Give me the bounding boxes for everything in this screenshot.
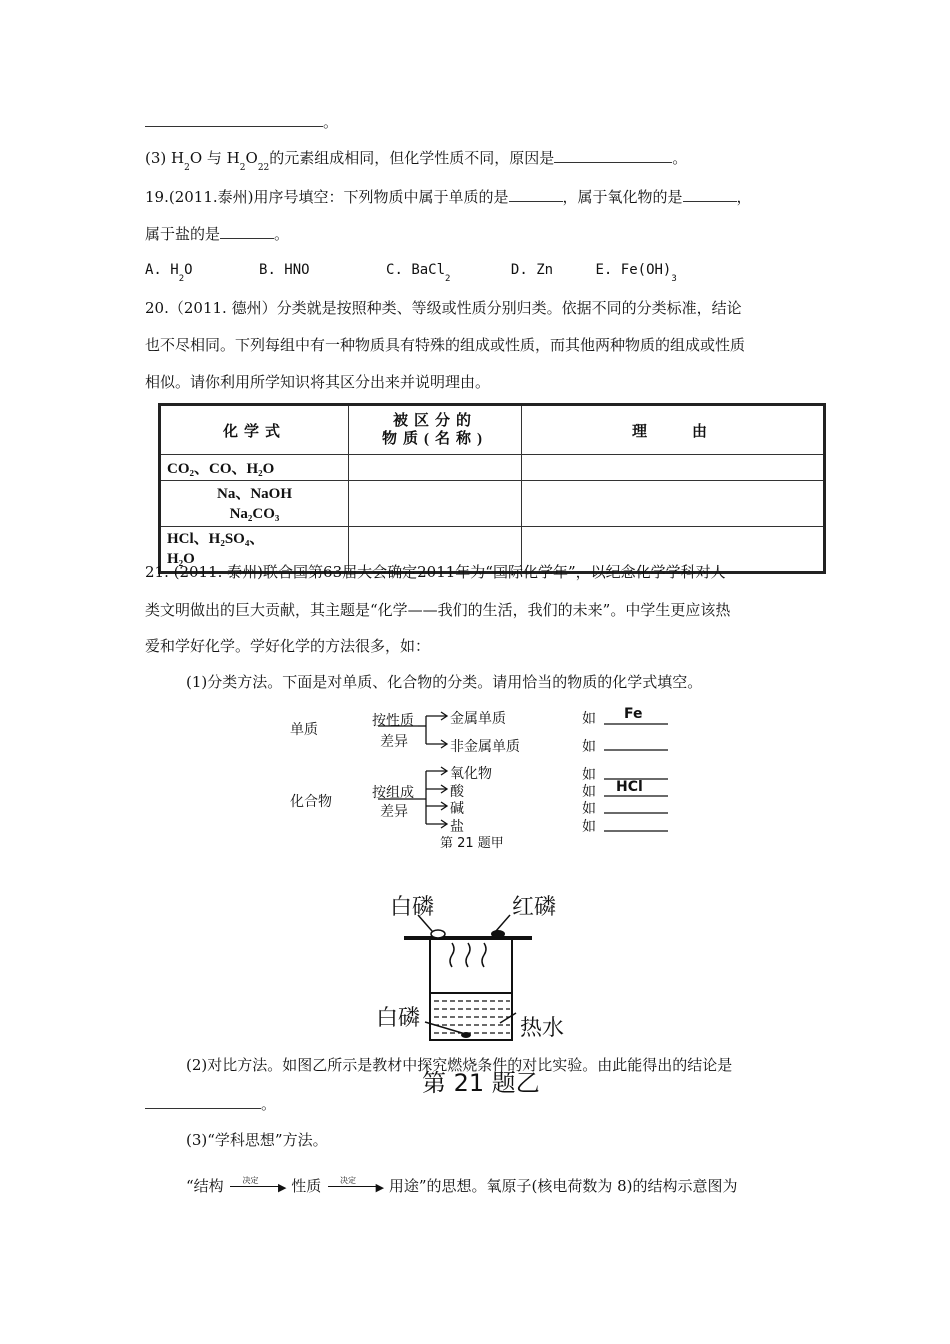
- blank[interactable]: [509, 187, 563, 202]
- question-20-line1: 20.（2011. 德州）分类就是按照种类、等级或性质分别归类。依据不同的分类标准，结论: [145, 299, 742, 317]
- label-base: 碱: [450, 801, 464, 817]
- option-d: D. Zn: [510, 262, 554, 278]
- figure-caption: 第 21 题甲: [440, 836, 504, 851]
- arrow-decides: 决定 ▶: [326, 1177, 384, 1197]
- question-18-3: (3) $H_2O$ 与 $H_2O_{22}$的元素组成相同，但化学性质不同，原因是 。: [145, 149, 688, 173]
- label-difference: 差异: [380, 734, 408, 750]
- blank[interactable]: [145, 112, 323, 127]
- label-salt: 盐: [450, 819, 464, 835]
- question-19: 19.(2011.泰州)用序号填空：下列物质中属于单质的是 ，属于氧化物的是 ，: [145, 188, 752, 206]
- label-difference: 差异: [380, 804, 408, 820]
- label-oxide: 氧化物: [450, 766, 492, 782]
- answer-hcl: HCl: [616, 779, 643, 795]
- label-nonmetal: 非金属单质: [450, 739, 520, 755]
- label-ru: 如: [582, 739, 596, 755]
- question-21-part3: (3)“学科思想”方法。: [186, 1131, 328, 1149]
- table-cell: Na、NaOH Na₂CO₃: [160, 481, 349, 527]
- question-21-line1: 21. (2011. 泰州)联合国第63届大会确定2011年为“国际化学年”，以纪念化学学科对人: [145, 563, 726, 581]
- label-ru: 如: [582, 801, 596, 817]
- table-header: 被区分的 物质(名称): [349, 405, 522, 455]
- label-metal: 金属单质: [450, 711, 506, 727]
- table-cell[interactable]: [522, 481, 825, 527]
- label-white-phosphorus: 白磷: [390, 895, 435, 920]
- question-21-part4: “结构 决定 ▶ 性质 决定 ▶ 用途”的思想。氧原子(核电荷数为 8)的结构示意图为: [186, 1176, 738, 1195]
- label-element: 单质: [290, 722, 318, 738]
- option-b: B. HNO: [259, 262, 310, 278]
- label-compound: 化合物: [290, 794, 332, 810]
- classification-diagram: [290, 700, 690, 850]
- table-header: 理 由: [522, 405, 825, 455]
- label-ru: 如: [582, 711, 596, 727]
- question-20-line2: 也不尽相同。下列每组中有一种物质具有特殊的组成或性质，而其他两种物质的组成或性质: [145, 336, 746, 354]
- question-19-line2: 属于盐的是 。: [145, 225, 290, 243]
- label-ru: 如: [582, 767, 596, 783]
- question-21-part1: (1)分类方法。下面是对单质、化合物的分类。请用恰当的物质的化学式填空。: [186, 673, 703, 691]
- table-cell: HCl、H₂SO₄、 H₂O: [160, 527, 349, 573]
- option-c: C. BaCl$_2$: [386, 262, 451, 284]
- label-by-composition: 按组成: [372, 785, 414, 801]
- table-header: 化学式: [160, 405, 349, 455]
- question-20-line3: 相似。请你利用所学知识将其区分出来并说明理由。: [145, 373, 491, 391]
- question-19-options: [145, 260, 677, 282]
- label-red-phosphorus: 红磷: [512, 895, 557, 920]
- table-row: [160, 455, 825, 481]
- table-cell: CO₂、CO、H₂O: [160, 455, 349, 481]
- arrow-decides: 决定 ▶: [228, 1177, 286, 1197]
- label-hot-water: 热水: [520, 1016, 565, 1041]
- answer-line: 。: [145, 1094, 276, 1114]
- blank[interactable]: [145, 1094, 261, 1109]
- table-header-row: [160, 405, 825, 455]
- figure-caption: 第 21 题乙: [422, 1069, 540, 1097]
- question-21-part2: (2)对比方法。如图乙所示是教材中探究燃烧条件的对比实验。由此能得出的结论是: [186, 1056, 733, 1074]
- answer-line: 。: [145, 112, 338, 132]
- question-21-line3: 爱和学好化学。学好化学的方法很多，如：: [145, 637, 431, 655]
- blank[interactable]: [683, 187, 737, 202]
- blank[interactable]: [554, 148, 672, 163]
- classification-table: [158, 403, 826, 574]
- label-ru: 如: [582, 819, 596, 835]
- table-cell[interactable]: [349, 481, 522, 527]
- label-acid: 酸: [450, 784, 464, 800]
- table-cell[interactable]: [522, 455, 825, 481]
- answer-fe: Fe: [624, 706, 643, 722]
- label-by-property: 按性质: [372, 713, 414, 729]
- option-e: E. $Fe(OH)_3$: [595, 262, 677, 284]
- option-a: A. $H_2O$: [145, 262, 193, 284]
- table-row: [160, 481, 825, 527]
- label-white-phosphorus-water: 白磷: [376, 1006, 421, 1031]
- question-21-line2: 类文明做出的巨大贡献，其主题是“化学——我们的生活，我们的未来”。中学生更应该热: [145, 601, 731, 619]
- blank[interactable]: [220, 224, 274, 239]
- table-cell[interactable]: [349, 455, 522, 481]
- label-ru: 如: [582, 784, 596, 800]
